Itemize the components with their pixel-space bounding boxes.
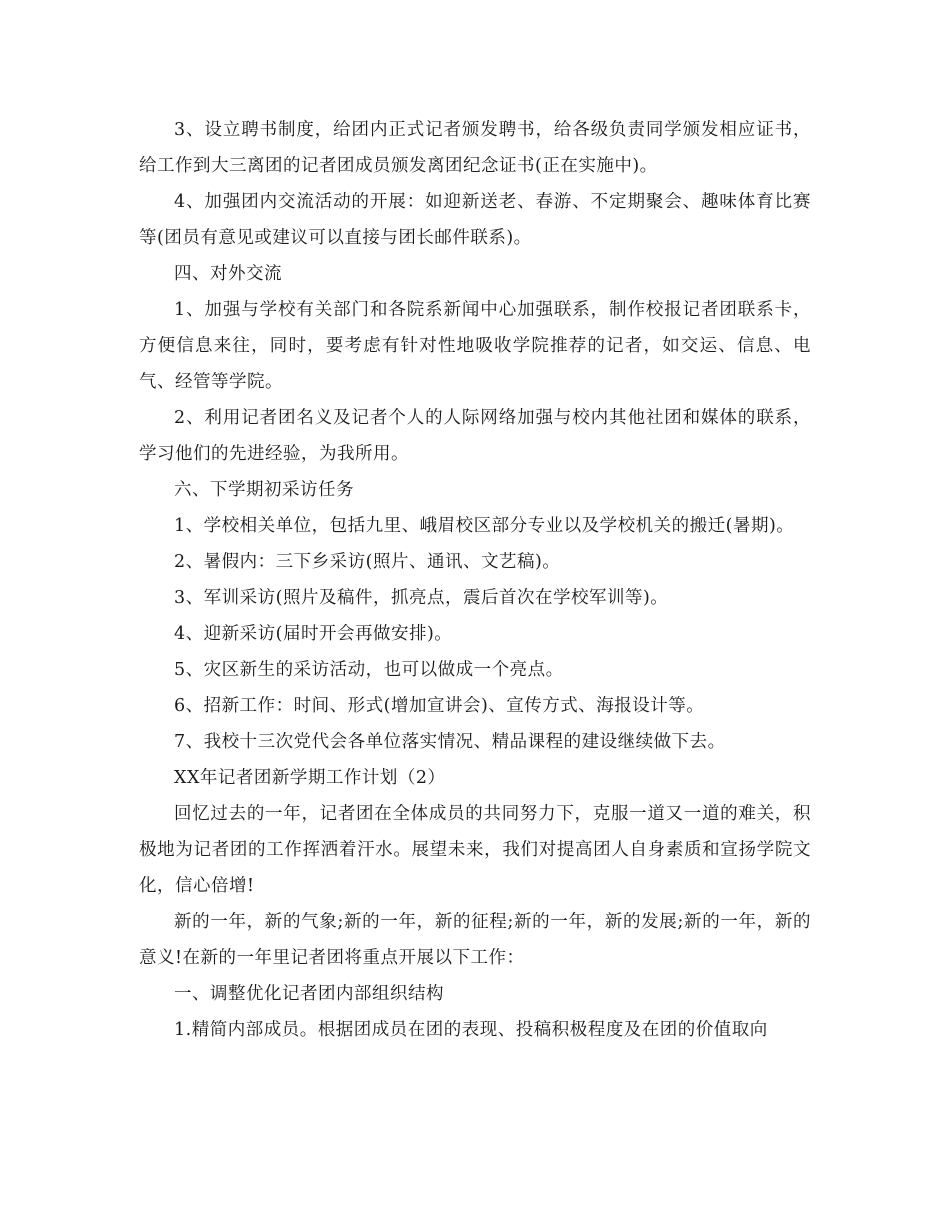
paragraph-internal-exchange: 4、加强团内交流活动的开展：如迎新送老、春游、不定期聚会、趣味体育比赛等(团员有意见或建议可以直接与团长邮件联系)。 [139, 192, 811, 248]
section-heading-external-exchange: 四、对外交流 [174, 264, 282, 284]
section-heading-interview-tasks: 六、下学期初采访任务 [174, 480, 354, 500]
list-item-task-2: 2、暑假内：三下乡采访(照片、通讯、文艺稿)。 [174, 552, 561, 572]
paragraph-certificate-system: 3、设立聘书制度，给团内正式记者颁发聘书，给各级负责同学颁发相应证书，给工作到大三离团的记者团成员颁发离团纪念证书(正在实施中)。 [139, 120, 811, 176]
section-heading-structure: 一、调整优化记者团内部组织结构 [174, 984, 444, 1004]
paragraph-external-contact: 1、加强与学校有关部门和各院系新闻中心加强联系，制作校报记者团联系卡，方便信息来往，同时，要考虑有针对性地吸收学院推荐的记者，如交运、信息、电气、经管等学院。 [139, 300, 811, 392]
list-item-task-5: 5、灾区新生的采访活动，也可以做成一个亮点。 [174, 660, 564, 680]
paragraph-network-contact: 2、利用记者团名义及记者个人的人际网络加强与校内其他社团和媒体的联系，学习他们的先进经验，为我所用。 [139, 408, 811, 464]
document-body [139, 112, 811, 1048]
list-item-task-4: 4、迎新采访(届时开会再做安排)。 [174, 624, 453, 644]
list-item-task-3: 3、军训采访(照片及稿件，抓亮点，震后首次在学校军训等)。 [174, 588, 669, 608]
list-item-task-7: 7、我校十三次党代会各单位落实情况、精品课程的建设继续做下去。 [174, 732, 726, 752]
list-item-task-6: 6、招新工作：时间、形式(增加宣讲会)、宣传方式、海报设计等。 [174, 696, 705, 716]
paragraph-review: 回忆过去的一年，记者团在全体成员的共同努力下，克服一道又一道的难关，积极地为记者团的工作挥洒着汗水。展望未来，我们对提高团人自身素质和宣扬学院文化，信心倍增! [139, 804, 811, 896]
list-item-task-1: 1、学校相关单位，包括九里、峨眉校区部分专业以及学校机关的搬迁(暑期)。 [174, 516, 795, 536]
paragraph-new-year: 新的一年，新的气象;新的一年，新的征程;新的一年，新的发展;新的一年，新的意义!在新的一年里记者团将重点开展以下工作： [139, 912, 811, 968]
paragraph-streamline-members: 1.精简内部成员。根据团成员在团的表现、投稿积极程度及在团的价值取向 [174, 1020, 768, 1040]
document-subtitle: XX年记者团新学期工作计划（2） [174, 768, 446, 788]
